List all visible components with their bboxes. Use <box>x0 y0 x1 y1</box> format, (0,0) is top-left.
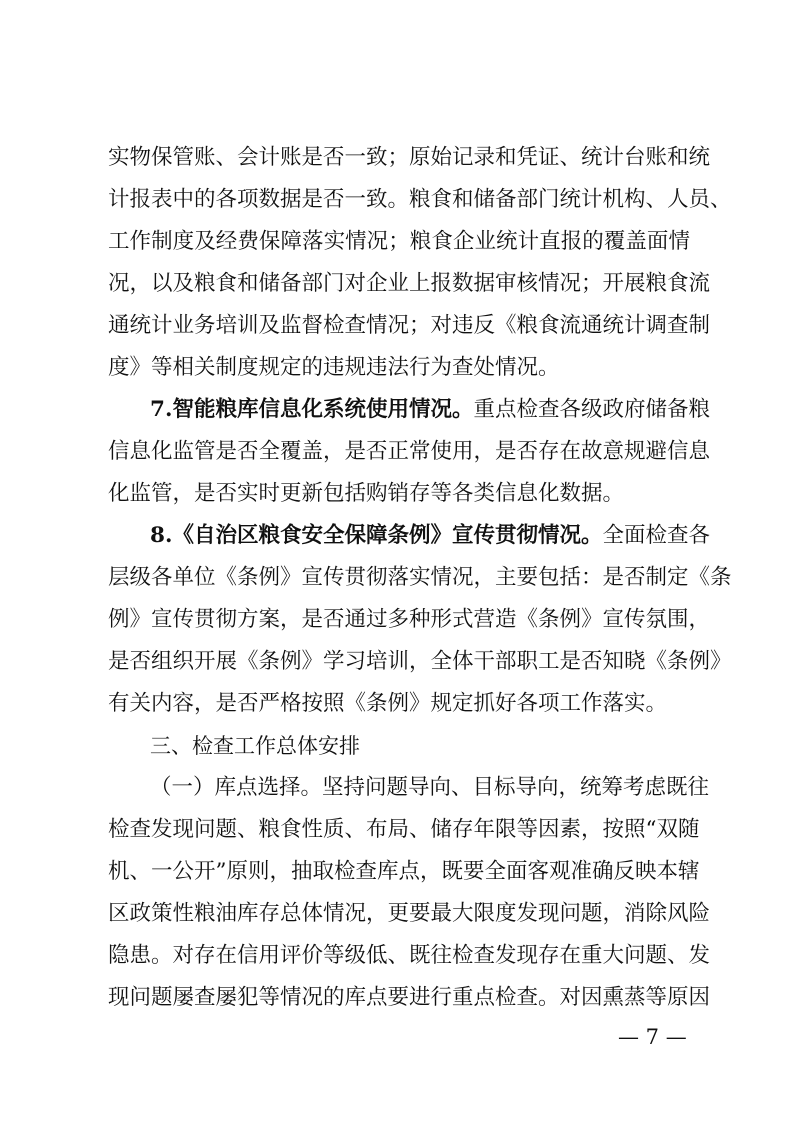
body-text-line: 有关内容，是否严格按照《条例》规定抓好各项工作落实。 <box>108 691 668 716</box>
body-text-line: 化监管，是否实时更新包括购销存等各类信息化数据。 <box>108 481 625 506</box>
body-text-line: 实物保管账、会计账是否一致；原始记录和凭证、统计台账和统 <box>108 145 711 170</box>
body-text-line: 是否组织开展《条例》学习培训，全体干部职工是否知晓《条例》 <box>108 649 732 674</box>
body-text-line: 计报表中的各项数据是否一致。粮食和储备部门统计机构、人员、 <box>108 187 732 212</box>
body-text-line: 况，以及粮食和储备部门对企业上报数据审核情况；开展粮食流 <box>108 271 711 296</box>
body-text-line: 层级各单位《条例》宣传贯彻落实情况，主要包括：是否制定《条 <box>108 565 732 590</box>
section-8-first-line <box>150 516 710 556</box>
body-text-line: 工作制度及经费保障落实情况；粮食企业统计直报的覆盖面情 <box>108 229 690 254</box>
body-text-line: （一）库点选择。坚持问题导向、目标导向，统筹考虑既往 <box>150 775 710 800</box>
section-8-text: 全面检查各 <box>602 523 710 548</box>
section-7-first-line <box>150 390 710 430</box>
body-text-line: 现问题屡查屡犯等情况的库点要进行重点检查。对因熏蒸等原因 <box>108 985 711 1010</box>
page-number: — 7 — <box>618 1025 687 1049</box>
section-7-text: 重点检查各级政府储备粮 <box>473 397 710 422</box>
body-text-line: 区政策性粮油库存总体情况，更要最大限度发现问题，消除风险 <box>108 901 711 926</box>
body-text-line: 机、一公开”原则，抽取检查库点，既要全面客观准确反映本辖 <box>108 859 700 884</box>
section-8-title: 8.《自治区粮食安全保障条例》宣传贯彻情况。 <box>150 523 603 548</box>
body-text-line: 隐患。对存在信用评价等级低、既往检查发现存在重大问题、发 <box>108 943 711 968</box>
section-heading: 三、检查工作总体安排 <box>150 734 360 758</box>
body-text-line: 检查发现问题、粮食性质、布局、储存年限等因素，按照“双随 <box>108 817 700 842</box>
body-text-line: 通统计业务培训及监督检查情况；对违反《粮食流通统计调查制 <box>108 313 711 338</box>
section-7-title: 7.智能粮库信息化系统使用情况。 <box>150 397 474 422</box>
body-text-line: 信息化监管是否全覆盖，是否正常使用，是否存在故意规避信息 <box>108 439 711 464</box>
body-text-line: 度》等相关制度规定的违规违法行为查处情况。 <box>108 355 560 380</box>
body-text-line: 例》宣传贯彻方案，是否通过多种形式营造《条例》宣传氛围， <box>108 607 711 632</box>
